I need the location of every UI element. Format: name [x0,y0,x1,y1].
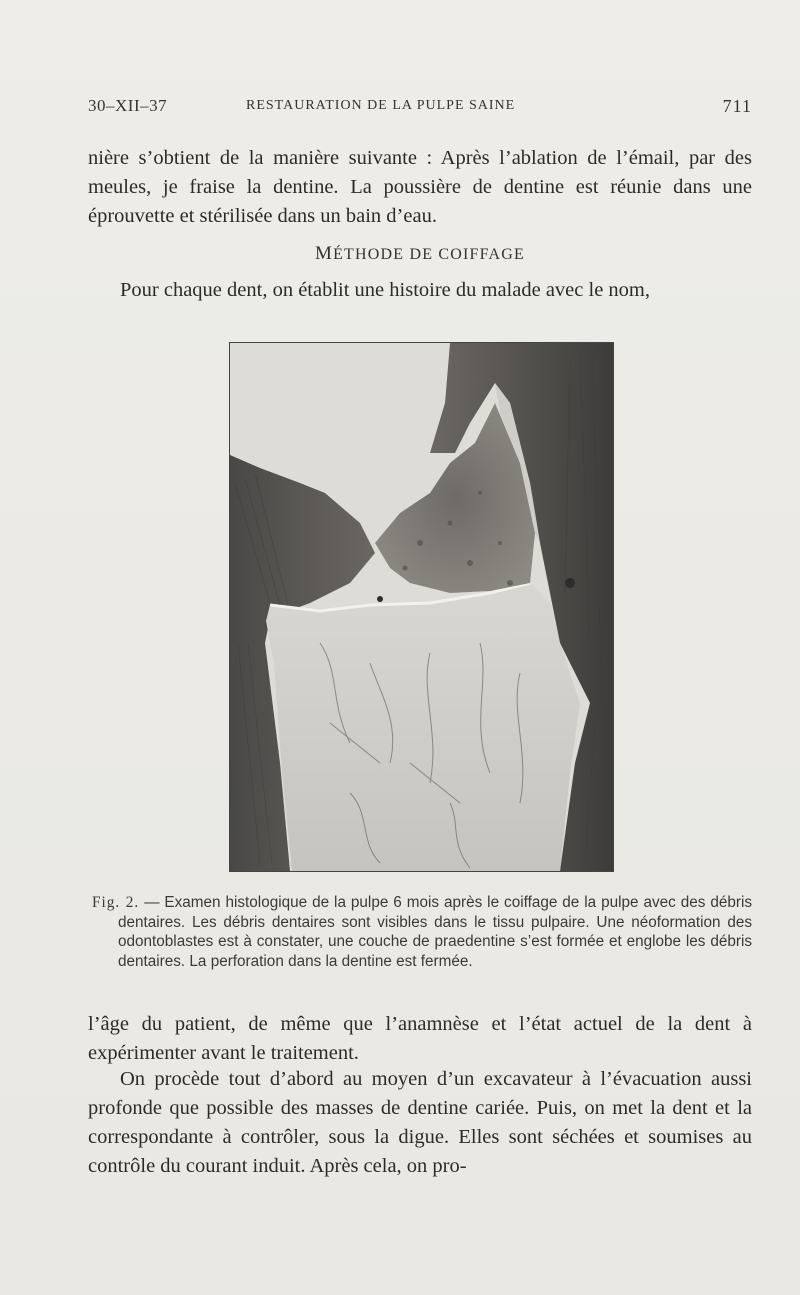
paragraph-4 [88,1065,752,1181]
paragraph-4-text: On procède tout d’abord au moyen d’un excavateur à l’évacuation aussi profonde que possible des masses de dentine cariée. Puis, on met la dent et la correspondante à contrôler, sous la digue. Elles sont séchées et soumises au contrôle du courant induit. Après cela, on pro- [88,1068,752,1177]
running-head [88,96,752,122]
paragraph-3 [88,1010,752,1068]
paragraph-2-text: Pour chaque dent, on établit une histoire du malade avec le nom, [120,279,650,301]
section-heading-initial: M [314,243,334,264]
section-heading [88,243,752,265]
header-title: RESTAURATION DE LA PULPE SAINE [246,98,516,113]
section-heading-rest: ÉTHODE DE COIFFAGE [333,246,526,263]
histology-photograph [229,342,614,872]
paragraph-2 [88,276,752,305]
histology-image [230,343,613,871]
figure-caption [92,893,752,971]
paragraph-1-text: nière s’obtient de la manière suivante : Après l’ablation de l’émail, par des meules, je fraise la dentine. La poussière de dentine est réunie dans une éprouvette et stérilisée dans un bain d’eau. [88,147,752,227]
header-date: 30–XII–37 [88,96,168,115]
figure-caption-text: — Examen histologique de la pulpe 6 mois après le coiffage de la pulpe avec des débris dentaires. Les débris dentaires sont visibles dans le tissu pulpaire. Une néoformation des odontoblastes est à constater, une couche de praedentine s’est formée et englobe les débris dentaires. La perforation dans la dentine est fermée. [118,894,753,970]
figure-label: Fig. 2. [92,894,140,911]
paragraph-1 [88,144,752,231]
page-number: 711 [722,96,752,116]
paragraph-3-text: l’âge du patient, de même que l’anamnèse et l’état actuel de la dent à expérimenter avant le traitement. [88,1013,752,1064]
